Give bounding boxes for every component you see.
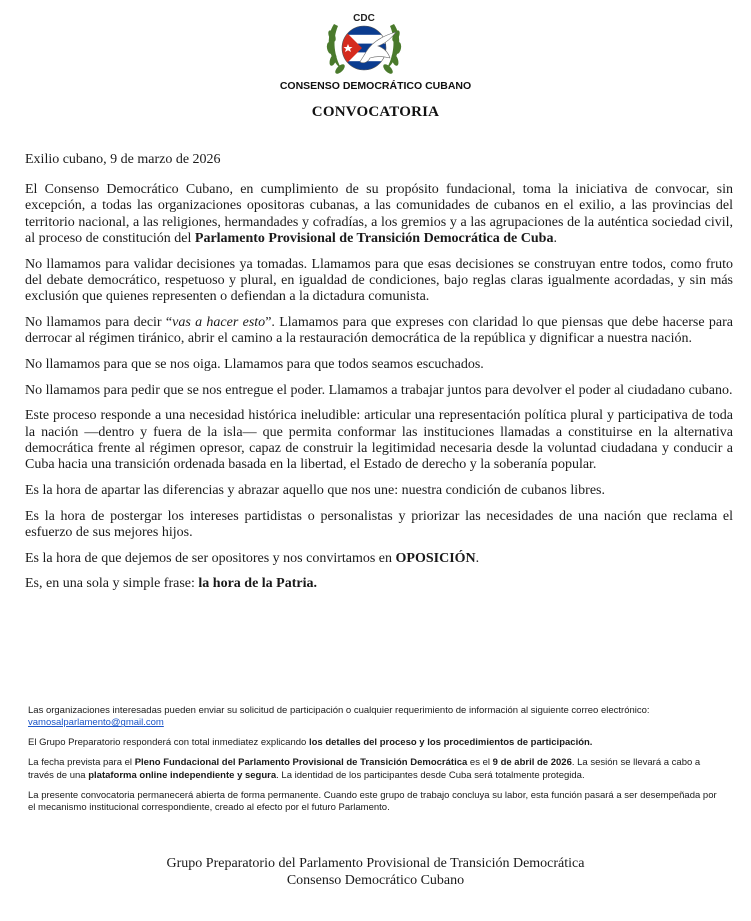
email-link[interactable]: vamosalparlamento@gmail.com	[28, 717, 164, 729]
paragraph-3: No llamamos para decir “vas a hacer esto”. Llamamos para que expreses con claridad lo que piensas que debe hacerse para derrocar al régimen tiránico, abrir el camino a la restauración democrática de la república y dignificar a nuestra nación.	[25, 314, 733, 347]
note-response: El Grupo Preparatorio responderá con total inmediatez explicando los detalles del proceso y los procedimientos de participación.	[28, 737, 593, 749]
paragraph-5: No llamamos para pedir que se nos entregue el poder. Llamamos a trabajar juntos para devolver el poder al ciudadano cubano.	[25, 382, 733, 398]
paragraph-6: Este proceso responde a una necesidad histórica ineludible: articular una representación política plural y participativa de toda la nación —dentro y fuera de la isla— que permita conformar las instituciones llamadas a constituirse en la alternativa democrática frente al régimen opresor, capaz de construir la legitimidad necesaria desde la voluntad ciudadana y conducir a Cuba hacia una transición ordenada basada en la libertad, el Estado de derecho y la soberanía popular.	[25, 408, 733, 473]
note-date: La fecha prevista para el Pleno Fundacional del Parlamento Provisional de Transición Democrática es el 9 de abril de 2026. La sesión se llevará a cabo a través de una plataforma online independiente y segura. La identidad de los participantes desde Cuba será totalmente protegida.	[28, 757, 701, 781]
paragraph-7: Es la hora de apartar las diferencias y abrazar aquello que nos une: nuestra condición de cubanos libres.	[25, 482, 605, 498]
paragraph-8: Es la hora de postergar los intereses partidistas o personalistas y priorizar las necesidades de una nación que reclama el esfuerzo de sus mejores hijos.	[25, 508, 733, 540]
note-contact: Las organizaciones interesadas pueden enviar su solicitud de participación o cualquier requerimiento de información al siguiente correo electrónico: vamosalparlamento@gmail.com	[28, 705, 724, 730]
footer-line-2: Consenso Democrático Cubano	[286, 873, 465, 888]
paragraph-4: No llamamos para que se nos oiga. Llamamos para que todos seamos escuchados.	[25, 356, 484, 372]
document-body	[25, 152, 733, 602]
document-title: CONVOCATORIA	[311, 104, 440, 120]
cdc-logo-emblem	[320, 6, 408, 80]
footer-line-1: Grupo Preparatorio del Parlamento Provisional de Transición Democrática	[166, 856, 585, 871]
paragraph-9: Es la hora de que dejemos de ser opositores y nos convirtamos en OPOSICIÓN.	[25, 550, 480, 566]
paragraph-2: No llamamos para validar decisiones ya tomadas. Llamamos para que esas decisiones se construyan entre todos, como fruto del debate democrático, respetuoso y plural, en igualdad de condiciones, bajo reglas claras igualmente acordadas, y sin más exclusión que quienes representen o defiendan a la dictadura comunista.	[25, 256, 733, 305]
paragraph-10: Es, en una sola y simple frase: la hora de la Patria.	[25, 576, 318, 592]
date-line: Exilio cubano, 9 de marzo de 2026	[25, 152, 221, 167]
note-permanent: La presente convocatoria permanecerá abierta de forma permanente. Cuando este grupo de trabajo concluya su labor, esta función pasará a ser desempeñada por el mecanismo institucional correspondiente, creado al efecto por el futuro Parlamento.	[28, 789, 717, 814]
paragraph-1: El Consenso Democrático Cubano, en cumplimiento de su propósito fundacional, toma la iniciativa de convocar, sin excepción, a todas las organizaciones opositoras cubanas, a las comunidades de cubanos en el exilio, a las provincias del territorio nacional, a las religiones, hermandades y cofradías, a los gremios y a las agrupaciones de la auténtica sociedad civil, al proceso de constitución del Parlamento Provisional de Transición Democrática de Cuba.	[25, 182, 733, 246]
notes-section	[28, 705, 724, 822]
organization-name: CONSENSO DEMOCRÁTICO CUBANO	[279, 80, 472, 92]
logo-acronym: CDC	[353, 13, 375, 24]
footer-signature	[0, 855, 751, 889]
